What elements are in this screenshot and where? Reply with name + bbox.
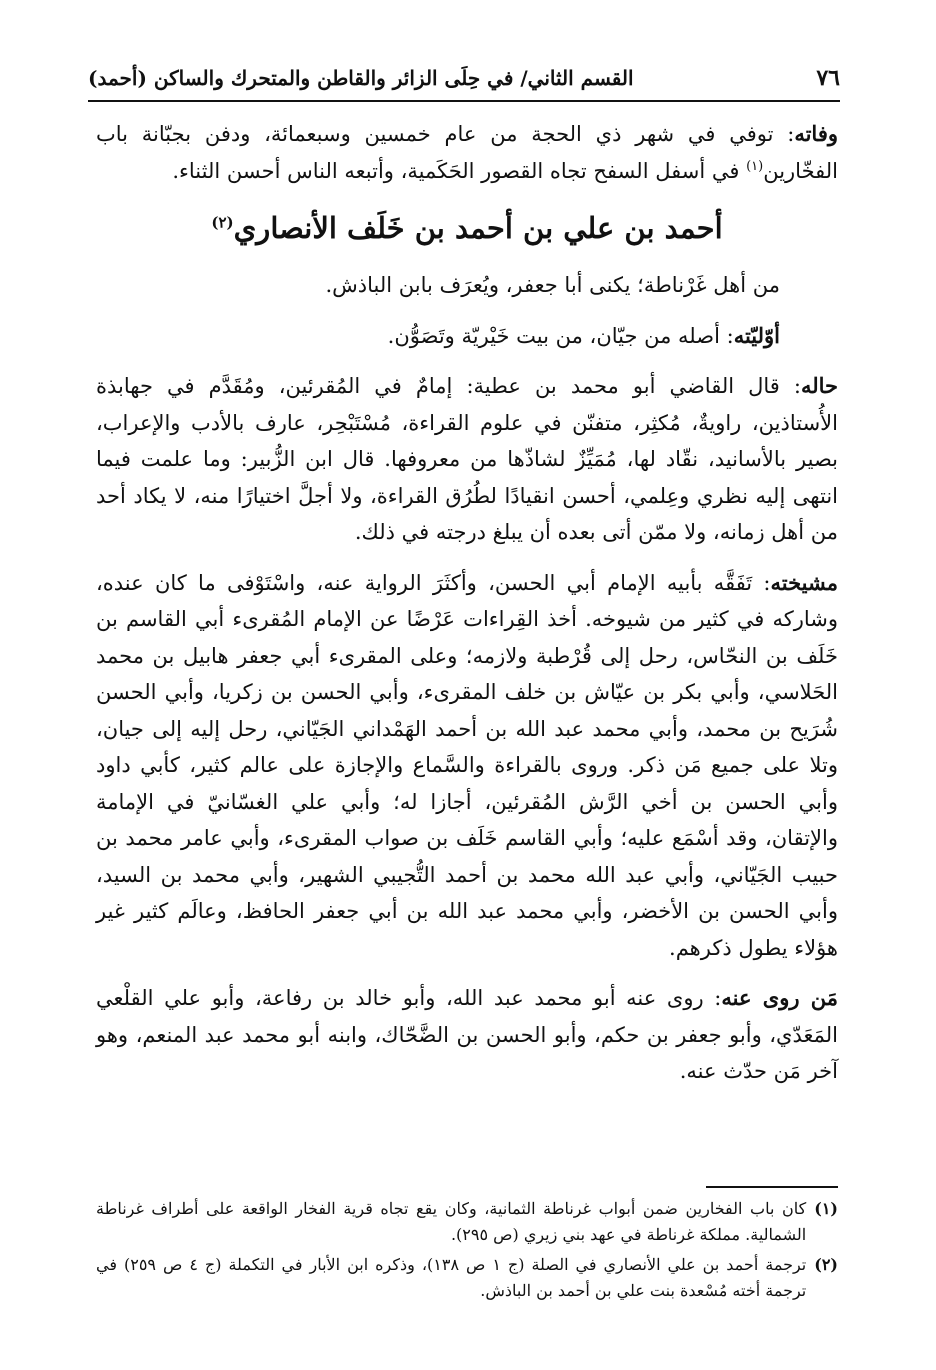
hal-text: : قال القاضي أبو محمد بن عطية: إمامٌ في المُقرئين، ومُقَدَّم في جهابذة الأُستاذين، راويةٌ، مُكثِر، متفنّن في علوم القراءة، مُسْتَبْحِر، عارف بالأدب والإعراب، بصير بالأسانيد، نقّاد لها، مُمَيِّزٌ لشاذّها من معروفها. قال ابن الزُّبير: وما علمت فيما انتهى إليه نظري وعِلمي، أحسن انقيادًا لطُرُق القراءة، ولا أجلَّ اختيارًا منه، لا يكاد أحد من أهل زمانه، ولا ممّن أتى بعده أن يبلغ درجته في ذلك. [96, 374, 838, 544]
mashyakha-text: : تَفَقَّه بأبيه الإمام أبي الحسن، وأكثَرَ الرواية عنه، واسْتَوْفى ما كان عنده، وشاركه في كثير من شيوخه. أخذ القِراءات عَرْضًا عن الإمام المُقرىء أبي القاسم بن خَلَف بن النحّاس، رحل إلى قُرْطبة ولازمه؛ وعلى المقرىء أبي جعفر هابيل بن محمد الحَلاسي، وأبي بكر بن عيّاش بن خلف المقرىء، وأبي الحسن بن زكريا، وأبي الحسن شُرَيح بن محمد، وأبي محمد عبد الله بن أحمد الهَمْداني الجَيّاني، رحل إليه إلى جيان، وتلا على جميع مَن ذكر. وروى بالقراءة والسَّماع والإجازة على عالم كثير، كأبي داود وأبي الحسن بن أخي الرَّش المُقرئين، أجازا له؛ وأبي علي الغسّانيّ في الإمامة والإتقان، وقد أسْمَع عليه؛ وأبي القاسم خَلَف بن صواب المقرىء، وأبي عامر محمد بن حبيب الجَيّاني، وأبي عبد الله محمد بن أحمد التُّجيبي الشهير، وأبي محمد بن السيد، وأبي الحسن بن الأخضر، وأبي محمد عبد الله بن أبي جعفر الحافظ، وعالَم كثير غير هؤلاء يطول ذكرهم. [96, 570, 838, 960]
footnote-ref-1[interactable]: (١) [746, 158, 764, 174]
footnote-2 [96, 1252, 838, 1304]
running-header [88, 56, 840, 102]
footnote-text: ترجمة أحمد بن علي الأنصاري في الصلة (ج ١ ص ١٣٨)، وذكره ابن الأبار في التكملة (ج ٤ ص ٢٥٩) في ترجمة أخته مُسْعدة بنت علي بن أحمد بن الباذش. [96, 1255, 807, 1300]
narrators-paragraph [96, 980, 838, 1090]
narrators-text: : روى عنه أبو محمد عبد الله، وأبو خالد بن رفاعة، وأبو علي القلْعي المَعَدّي، وأبو جعفر بن حكم، وأبو الحسن بن الضَّحّاك، وابنه أبو محمد عبد المنعم، وهو آخر مَن حدّث عنه. [96, 986, 838, 1083]
awwaliyya-text: : أصله من جيّان، من بيت خَيْريّة وتَصَوُّن. [387, 323, 734, 348]
footnote-ref-2[interactable]: (٢) [211, 213, 234, 232]
footnote-divider [706, 1186, 838, 1188]
hal-label: حاله [800, 373, 838, 398]
death-label: وفاته [794, 121, 838, 146]
page-number: ٧٦ [816, 65, 840, 91]
mashyakha-paragraph [96, 565, 838, 967]
section-title: القسم الثاني/ في حِلَى الزائر والقاطن والمتحرك والساكن (أحمد) [88, 66, 634, 90]
awwaliyya-paragraph [96, 318, 838, 355]
main-text [96, 116, 838, 1104]
footnote-number: (٢) [814, 1255, 838, 1274]
death-text-cont: في أسفل السفح تجاه القصور الحَكَمية، وأتبعه الناس أحسن الثناء. [172, 158, 747, 183]
narrators-label: مَن روى عنه [721, 985, 839, 1010]
biography-title: أحمد بن علي بن أحمد بن خَلَف الأنصاري [233, 211, 723, 245]
footnote-1 [96, 1196, 838, 1248]
death-paragraph [96, 116, 838, 189]
footnote-number: (١) [814, 1199, 838, 1218]
footnotes [96, 1196, 838, 1308]
awwaliyya-label: أوّليّته [733, 322, 780, 348]
death-text: : توفي في شهر ذي الحجة من عام خمسين وسبعمائة، ودفن بجبّانة باب الفخّارين [96, 122, 838, 183]
biography-heading [96, 203, 838, 253]
mashyakha-label: مشيخته [770, 569, 838, 595]
origin-paragraph: من أهل غَرْناطة؛ يكنى أبا جعفر، ويُعرَف بابن الباذش. [325, 273, 780, 297]
hal-paragraph [96, 368, 838, 551]
footnote-text: كان باب الفخارين ضمن أبواب غرناطة الثمانية، وكان يقع تجاه قرية الفخار الواقعة على أطراف غرناطة الشمالية. مملكة غرناطة في عهد بني زيري (ص ٢٩٥). [96, 1199, 807, 1244]
